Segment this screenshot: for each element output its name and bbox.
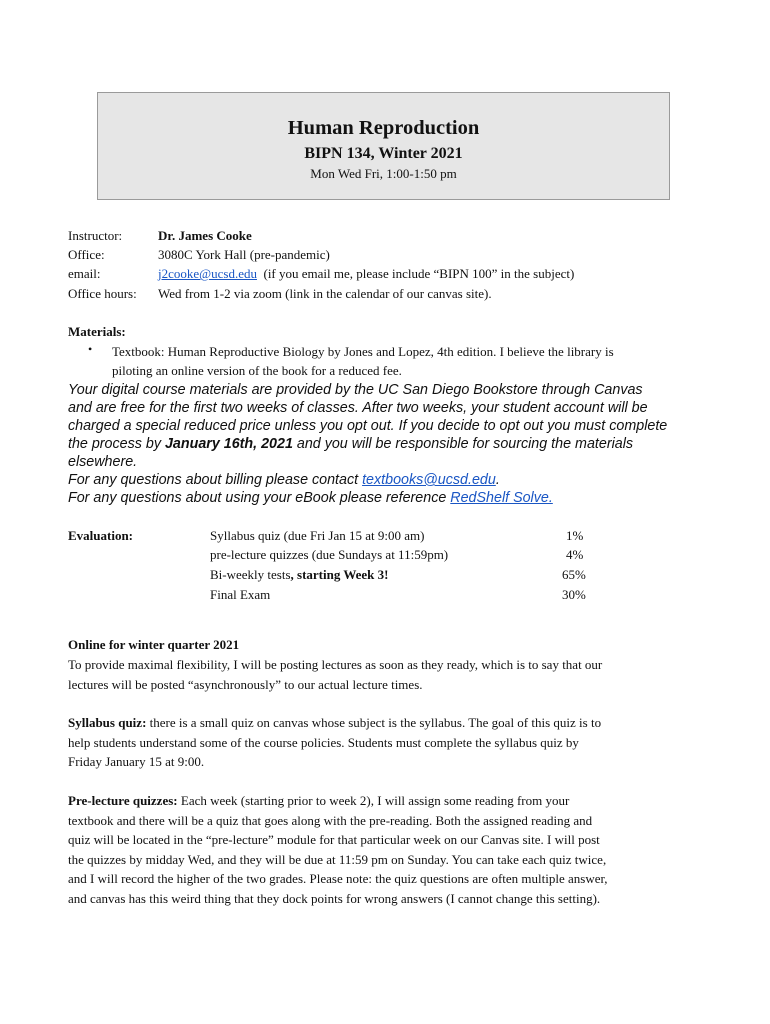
- prelecture-line-2: textbook and there will be a quiz that goes along with the pre-reading. Both the assigned reading and: [68, 813, 593, 828]
- textbook-line-1: Textbook: Human Reproductive Biology by Jones and Lopez, 4th edition. I believe the library is: [112, 344, 614, 359]
- online-line-2: lectures will be posted “asynchronously” to our actual lecture times.: [68, 677, 423, 692]
- ebook-pre: For any questions about using your eBook please reference: [68, 490, 451, 506]
- title-box: [97, 92, 670, 200]
- opt-out-deadline: January 16th, 2021: [164, 436, 293, 452]
- course-schedule: Mon Wed Fri, 1:00-1:50 pm: [310, 166, 457, 181]
- bookstore-line-4: [68, 435, 633, 453]
- prelecture-heading: Pre-lecture quizzes:: [68, 793, 178, 808]
- eval-item-label: Syllabus quiz (due Fri Jan 15 at 9:00 am): [210, 528, 425, 543]
- online-line-1: To provide maximal flexibility, I will be posting lectures as soon as they ready, which is to say that our: [68, 657, 603, 672]
- bookstore-line-4-post: and you will be responsible for sourcing the materials: [292, 436, 634, 452]
- office-hours-value: Wed from 1-2 via zoom (link in the calendar of our canvas site).: [158, 286, 492, 301]
- prelecture-line-1: [68, 791, 569, 811]
- eval-item-percent: 4%: [566, 547, 584, 562]
- office-hours-label: Office hours:: [68, 286, 137, 301]
- redshelf-link[interactable]: RedShelf Solve.: [450, 490, 553, 506]
- billing-pre: For any questions about billing please contact: [68, 472, 363, 488]
- eval-item-percent: 30%: [562, 587, 586, 602]
- bookstore-line-4-pre: the process by: [68, 436, 165, 452]
- email-label: email:: [68, 266, 101, 281]
- eval-item-label: Final Exam: [210, 587, 271, 602]
- syllabus-quiz-heading: Syllabus quiz:: [68, 715, 147, 730]
- course-code: BIPN 134, Winter 2021: [304, 145, 463, 162]
- eval-item-label: pre-lecture quizzes (due Sundays at 11:59pm): [210, 547, 449, 562]
- ebook-line: [68, 489, 553, 507]
- instructor-name: Dr. James Cooke: [158, 228, 252, 243]
- eval-item-label: [210, 567, 389, 583]
- textbook-line-2: piloting an online version of the book for a reduced fee.: [112, 363, 402, 378]
- evaluation-heading: Evaluation:: [68, 528, 134, 543]
- materials-heading: Materials:: [68, 324, 126, 339]
- prelecture-line-6: and canvas has this weird thing that they dock points for wrong answers (I cannot change this setting).: [68, 891, 601, 906]
- syllabus-quiz-line-1: [68, 713, 601, 733]
- bullet-icon: •: [88, 342, 93, 356]
- online-heading: Online for winter quarter 2021: [68, 637, 240, 652]
- eval-item-percent: 1%: [566, 528, 584, 543]
- billing-post: .: [495, 472, 500, 488]
- eval-item-text: Bi-weekly tests: [210, 567, 291, 582]
- prelecture-line-5: and I will record the higher of the two grades. Please note: the quiz questions are often multiple answer,: [68, 871, 608, 886]
- course-title: Human Reproduction: [287, 117, 480, 139]
- email-note: (if you email me, please include “BIPN 100” in the subject): [263, 266, 575, 281]
- instructor-label: Instructor:: [68, 228, 123, 243]
- eval-item-emphasis: , starting Week 3!: [290, 567, 389, 582]
- bookstore-line-2: and are free for the first two weeks of classes. After two weeks, your student account will be: [68, 400, 648, 416]
- email-link[interactable]: j2cooke@ucsd.edu: [158, 266, 257, 281]
- bookstore-line-3: charged a special reduced price unless you opt out. If you decide to opt out you must complete: [68, 418, 668, 434]
- prelecture-line-4: the quizzes by midday Wed, and they will be due at 11:59 pm on Sunday. You can take each quiz twice,: [68, 852, 607, 867]
- billing-email-link[interactable]: textbooks@ucsd.edu: [362, 472, 496, 488]
- office-value: 3080C York Hall (pre-pandemic): [158, 247, 330, 262]
- bookstore-line-5: elsewhere.: [68, 454, 138, 470]
- email-value: [158, 264, 574, 283]
- syllabus-quiz-line-3: Friday January 15 at 9:00.: [68, 754, 205, 769]
- prelecture-line-3: quiz will be located in the “pre-lecture” module for that particular week on our Canvas site. I will post: [68, 832, 600, 847]
- prelecture-text: Each week (starting prior to week 2), I will assign some reading from your: [177, 793, 570, 808]
- eval-item-percent: 65%: [562, 567, 586, 582]
- syllabus-quiz-text: there is a small quiz on canvas whose subject is the syllabus. The goal of this quiz is to: [146, 715, 602, 730]
- billing-line: [68, 471, 500, 489]
- syllabus-quiz-line-2: help students understand some of the course policies. Students must complete the syllabus quiz by: [68, 735, 579, 750]
- office-label: Office:: [68, 247, 105, 262]
- bookstore-line-1: Your digital course materials are provided by the UC San Diego Bookstore through Canvas: [68, 382, 643, 398]
